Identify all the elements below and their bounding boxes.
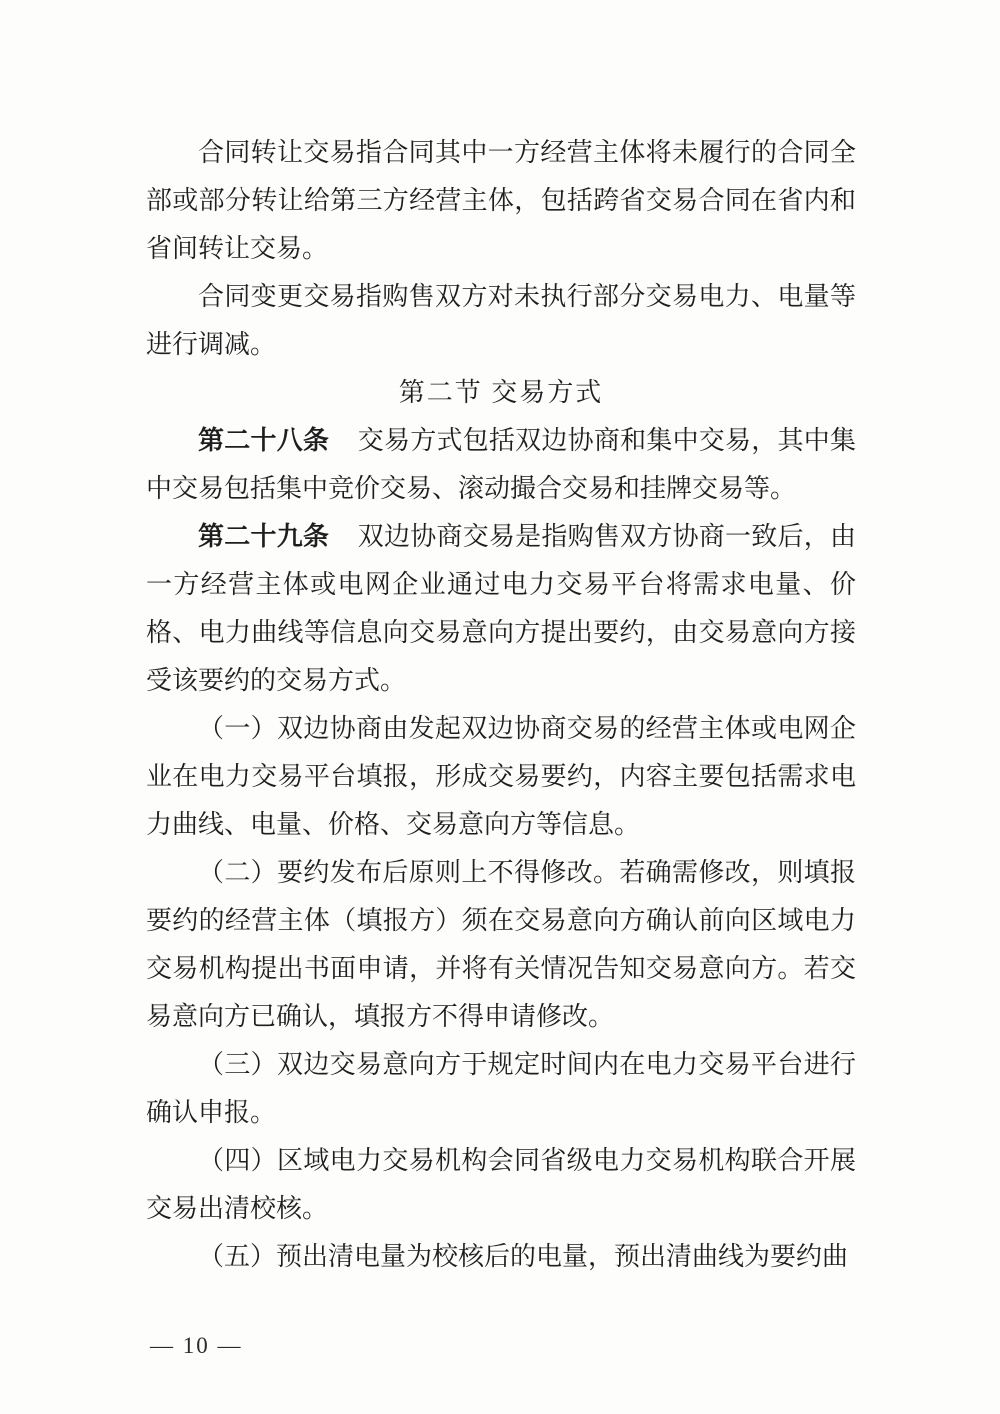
article-29-number: 第二十九条 — [198, 522, 330, 551]
paragraph-contract-transfer: 合同转让交易指合同其中一方经营主体将未履行的合同全部或部分转让给第三方经营主体，包括跨省交易合同在省内和省间转让交易。 — [146, 138, 856, 263]
paragraph-contract-change: 合同变更交易指购售双方对未执行部分交易电力、电量等进行调减。 — [146, 282, 856, 359]
article-28-text: 交易方式包括双边协商和集中交易，其中集中交易包括集中竞价交易、滚动撮合交易和挂牌交易等。 — [146, 426, 856, 503]
document-body — [146, 129, 856, 1281]
page-number: — 10 — — [150, 1333, 243, 1358]
paragraph-item-2: （二）要约发布后原则上不得修改。若确需修改，则填报要约的经营主体（填报方）须在交易意向方确认前向区域电力交易机构提出书面申请，并将有关情况告知交易意向方。若交易意向方已确认，填报方不得申请修改。 — [146, 858, 856, 1031]
article-29 — [146, 513, 856, 705]
article-29-text: 双边协商交易是指购售双方协商一致后，由一方经营主体或电网企业通过电力交易平台将需求电量、价格、电力曲线等信息向交易意向方提出要约，由交易意向方接受该要约的交易方式。 — [146, 522, 856, 695]
paragraph-item-5: （五）预出清电量为校核后的电量，预出清曲线为要约曲 — [198, 1242, 849, 1271]
article-28 — [146, 417, 856, 513]
paragraph-item-1: （一）双边协商由发起双边协商交易的经营主体或电网企业在电力交易平台填报，形成交易要约，内容主要包括需求电力曲线、电量、价格、交易意向方等信息。 — [146, 714, 856, 839]
section-heading: 第二节 交易方式 — [398, 378, 604, 407]
paragraph-item-3: （三）双边交易意向方于规定时间内在电力交易平台进行确认申报。 — [146, 1050, 856, 1127]
paragraph-item-4: （四）区域电力交易机构会同省级电力交易机构联合开展交易出清校核。 — [146, 1146, 856, 1223]
article-28-number: 第二十八条 — [198, 426, 330, 455]
